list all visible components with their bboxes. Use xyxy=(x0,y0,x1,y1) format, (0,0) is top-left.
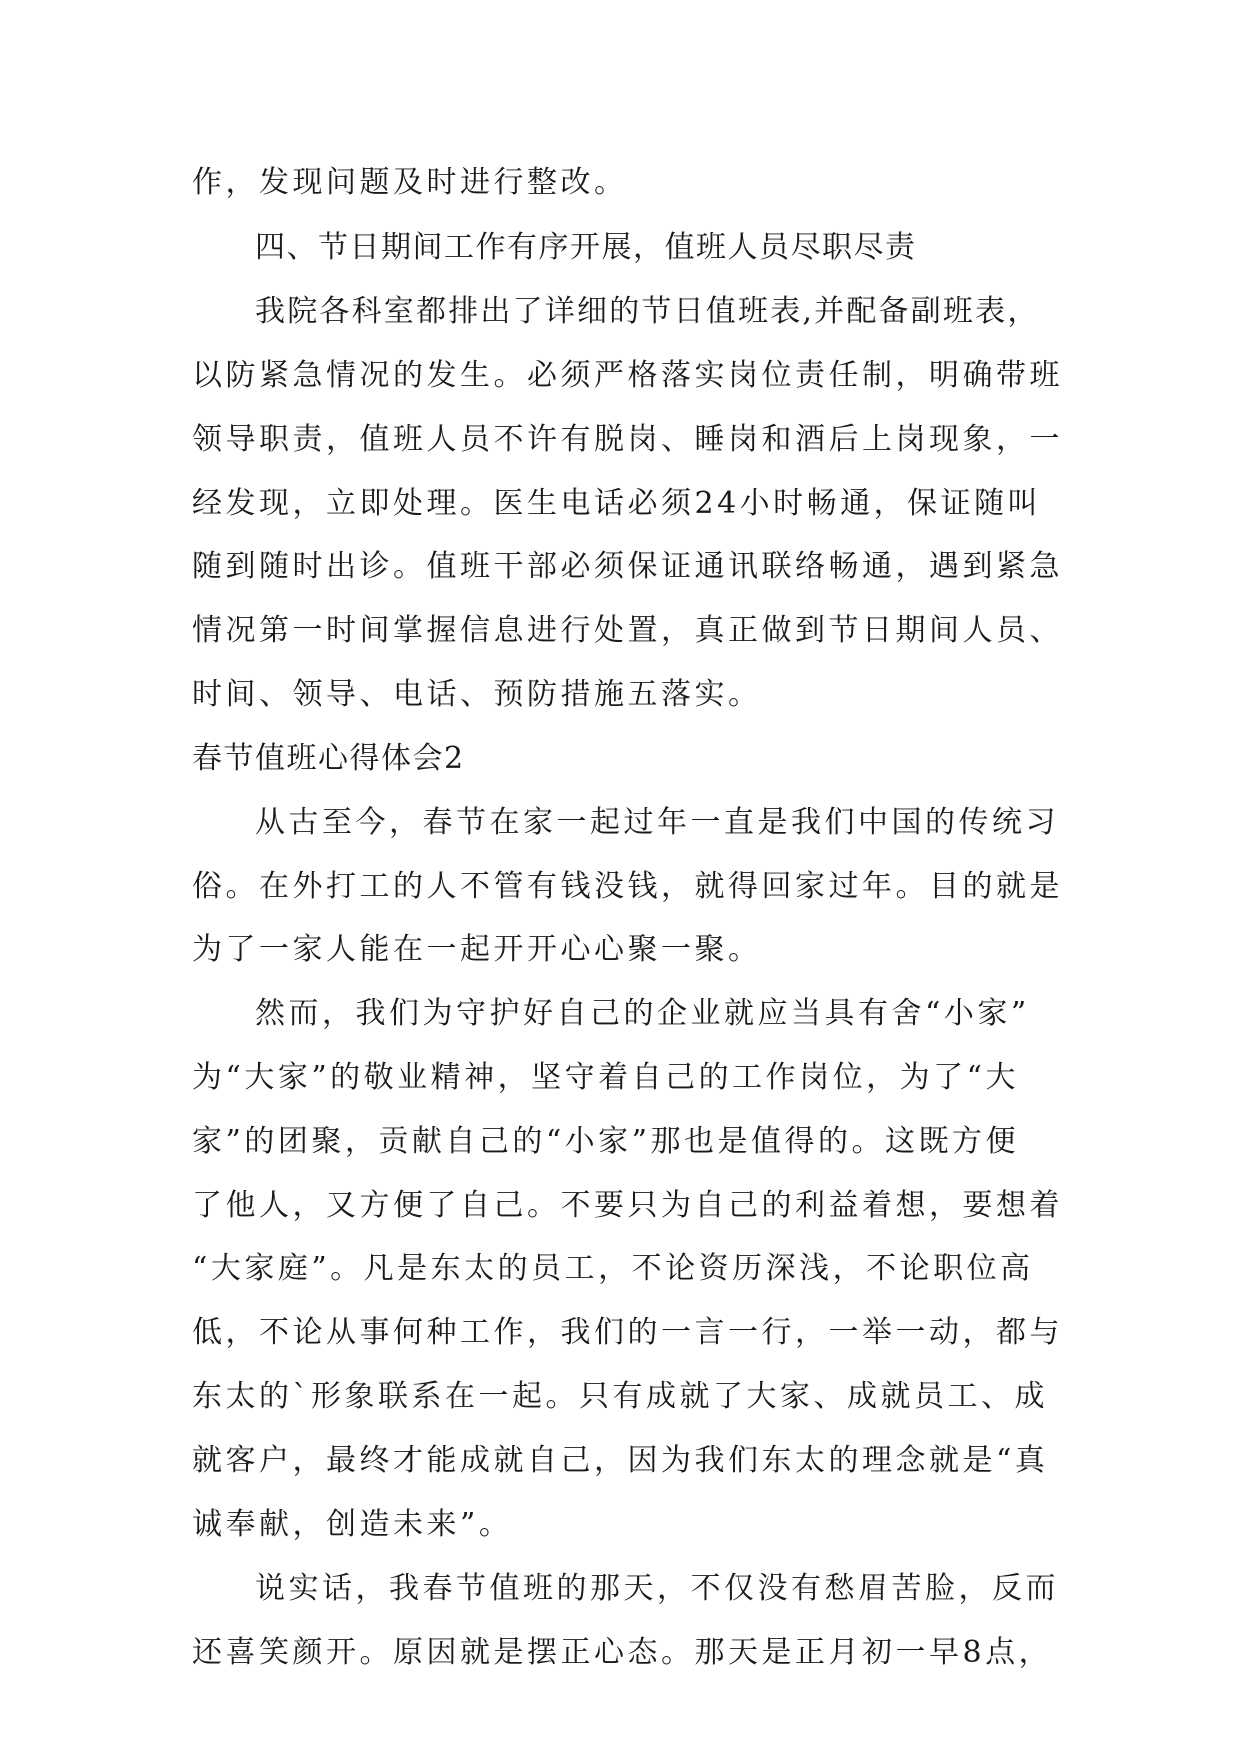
text-line: 经发现，立即处理。医生电话必须24小时畅通，保证随叫 xyxy=(192,486,1042,521)
text-line: 了他人，又方便了自己。不要只为自己的利益着想，要想着 xyxy=(192,1188,1063,1223)
text-line: 作，发现问题及时进行整改。 xyxy=(192,165,628,200)
paragraph-line: 我院各科室都排出了详细的节日值班表,并配备副班表， xyxy=(255,294,1040,329)
text-line: 以防紧急情况的发生。必须严格落实岗位责任制，明确带班 xyxy=(192,358,1063,393)
text-line: 领导职责，值班人员不许有脱岗、睡岗和酒后上岗现象，一 xyxy=(192,422,1063,457)
text-line: 家”的团聚，贡献自己的“小家”那也是值得的。这既方便 xyxy=(192,1124,1020,1159)
text-line: 诚奉献，创造未来”。 xyxy=(192,1507,513,1542)
text-line: 东太的`形象联系在一起。只有成就了大家、成就员工、成 xyxy=(192,1379,1048,1414)
text-line: 低，不论从事何种工作，我们的一言一行，一举一动，都与 xyxy=(192,1315,1063,1350)
text-line: 情况第一时间掌握信息进行处置，真正做到节日期间人员、 xyxy=(192,613,1063,648)
text-line: 俗。在外打工的人不管有钱没钱，就得回家过年。目的就是 xyxy=(192,869,1063,904)
section-heading: 四、节日期间工作有序开展，值班人员尽职尽责 xyxy=(255,230,917,265)
text-line: 为了一家人能在一起开开心心聚一聚。 xyxy=(192,932,762,967)
article-title: 春节值班心得体会2 xyxy=(192,741,465,776)
text-line: 就客户，最终才能成就自己，因为我们东太的理念就是“真 xyxy=(192,1443,1049,1478)
text-line: “大家庭”。凡是东太的员工，不论资历深浅，不论职位高 xyxy=(192,1251,1034,1286)
text-line: 时间、领导、电话、预防措施五落实。 xyxy=(192,677,762,712)
text-line: 随到随时出诊。值班干部必须保证通讯联络畅通，遇到紧急 xyxy=(192,549,1063,584)
paragraph-line: 然而，我们为守护好自己的企业就应当具有舍“小家” xyxy=(255,996,1030,1031)
text-line: 为“大家”的敬业精神，坚守着自己的工作岗位，为了“大 xyxy=(192,1060,1020,1095)
text-line: 还喜笑颜开。原因就是摆正心态。那天是正月初一早8点， xyxy=(192,1635,1053,1670)
paragraph-line: 从古至今，春节在家一起过年一直是我们中国的传统习 xyxy=(255,805,1059,840)
paragraph-line: 说实话，我春节值班的那天，不仅没有愁眉苦脸，反而 xyxy=(255,1571,1059,1606)
